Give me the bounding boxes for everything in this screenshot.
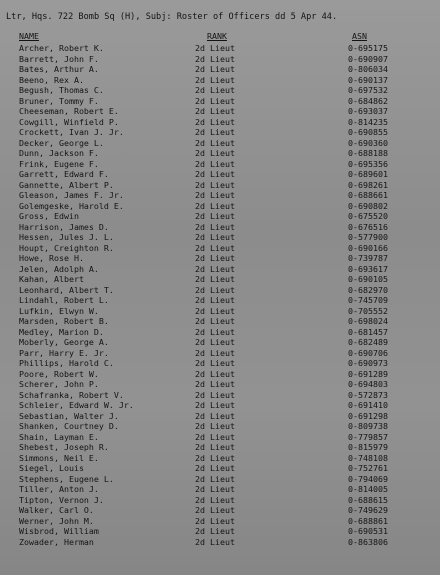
- roster-row: [0, 106, 440, 117]
- officer-asn: 0-693617: [348, 263, 388, 274]
- officer-name: Bruner, Tommy F.: [19, 95, 99, 106]
- officer-rank: 2d Lieut: [195, 127, 235, 137]
- officer-name: Barrett, John F.: [19, 53, 99, 64]
- officer-rank: 2d Lieut: [195, 137, 235, 148]
- roster-row: [0, 138, 440, 149]
- roster-row: [0, 516, 440, 527]
- roster-row: [0, 306, 440, 317]
- officer-rank: 2d Lieut: [195, 505, 235, 515]
- officer-asn: 0-684862: [348, 95, 388, 106]
- officer-asn: 0-690973: [348, 358, 388, 368]
- officer-asn: 0-691289: [348, 368, 388, 379]
- officer-asn: 0-697532: [348, 85, 388, 95]
- column-headers: [0, 31, 440, 43]
- roster-row: [0, 432, 440, 443]
- roster-row: [0, 505, 440, 516]
- officer-asn: 0-695175: [348, 43, 388, 53]
- officer-name: Zowader, Herman: [19, 536, 94, 547]
- roster-row: [0, 537, 440, 548]
- officer-rank: 2d Lieut: [195, 494, 235, 505]
- name-column-header: NAME: [19, 31, 39, 41]
- officer-name: Bates, Arthur A.: [19, 64, 99, 74]
- officer-rank: 2d Lieut: [195, 536, 235, 547]
- officer-rank: 2d Lieut: [195, 169, 235, 179]
- officer-name: Wisbrod, William: [19, 526, 99, 536]
- roster-row: [0, 96, 440, 107]
- officer-name: Siegel, Louis: [19, 463, 84, 473]
- officer-rank: 2d Lieut: [195, 179, 235, 190]
- roster-row: [0, 474, 440, 485]
- officer-name: Phillips, Harold C.: [19, 358, 114, 368]
- officer-name: Shain, Layman E.: [19, 431, 99, 442]
- roster-row: [0, 369, 440, 380]
- officer-rank: 2d Lieut: [195, 190, 235, 200]
- officer-name: Decker, George L.: [19, 137, 104, 148]
- roster-row: [0, 85, 440, 96]
- officer-rank: 2d Lieut: [195, 410, 235, 421]
- officer-rank: 2d Lieut: [195, 358, 235, 368]
- officer-name: Kahan, Albert: [19, 274, 84, 284]
- roster-row: [0, 463, 440, 474]
- officer-rank: 2d Lieut: [195, 337, 235, 347]
- roster-row: [0, 295, 440, 306]
- officer-asn: 0-675520: [348, 211, 388, 221]
- officer-name: Shebest, Joseph R.: [19, 442, 109, 452]
- roster-row: [0, 484, 440, 495]
- officer-asn: 0-572873: [348, 389, 388, 400]
- officer-name: Scherer, John P.: [19, 379, 99, 389]
- officer-asn: 0-806034: [348, 64, 388, 74]
- officer-asn: 0-690855: [348, 127, 388, 137]
- officer-asn: 0-681457: [348, 326, 388, 337]
- officer-name: Schleier, Edward W. Jr.: [19, 400, 134, 410]
- officer-asn: 0-690137: [348, 74, 388, 85]
- officer-rank: 2d Lieut: [195, 95, 235, 106]
- officer-name: Archer, Robert K.: [19, 43, 104, 53]
- officer-rank: 2d Lieut: [195, 421, 235, 431]
- officer-rank: 2d Lieut: [195, 53, 235, 64]
- roster-row: [0, 358, 440, 369]
- roster-row: [0, 327, 440, 338]
- roster-row: [0, 253, 440, 264]
- roster-row: [0, 526, 440, 537]
- officer-name: Harrison, James D.: [19, 221, 109, 232]
- officer-name: Cowgill, Winfield P.: [19, 116, 119, 127]
- officer-asn: 0-690907: [348, 53, 388, 64]
- roster-row: [0, 264, 440, 275]
- asn-column-header: ASN: [352, 31, 367, 41]
- roster-row: [0, 274, 440, 285]
- officer-name: Gross, Edwin: [19, 211, 79, 221]
- officer-name: Shanken, Courtney D.: [19, 421, 119, 431]
- roster-row: [0, 379, 440, 390]
- officer-rank: 2d Lieut: [195, 515, 235, 526]
- officer-asn: 0-676516: [348, 221, 388, 232]
- officer-asn: 0-752761: [348, 463, 388, 473]
- officer-rank: 2d Lieut: [195, 85, 235, 95]
- roster-row: [0, 211, 440, 222]
- officer-name: Cheeseman, Robert E.: [19, 106, 119, 116]
- officer-asn: 0-739787: [348, 253, 388, 263]
- roster-row: [0, 117, 440, 128]
- officer-asn: 0-691410: [348, 400, 388, 410]
- officer-name: Dunn, Jackson F.: [19, 148, 99, 158]
- officer-asn: 0-689601: [348, 169, 388, 179]
- officer-rank: 2d Lieut: [195, 158, 235, 169]
- officer-rank: 2d Lieut: [195, 526, 235, 536]
- officer-asn: 0-690166: [348, 242, 388, 253]
- officer-asn: 0-690706: [348, 347, 388, 358]
- officer-name: Lufkin, Elwyn W.: [19, 305, 99, 316]
- officer-asn: 0-809738: [348, 421, 388, 431]
- officer-asn: 0-682970: [348, 284, 388, 295]
- officer-asn: 0-698024: [348, 316, 388, 326]
- officer-asn: 0-690360: [348, 137, 388, 148]
- officer-name: Werner, John M.: [19, 515, 94, 526]
- officer-rank: 2d Lieut: [195, 274, 235, 284]
- officer-asn: 0-691298: [348, 410, 388, 421]
- roster-row: [0, 390, 440, 401]
- officer-name: Moberly, George A.: [19, 337, 109, 347]
- officer-rank: 2d Lieut: [195, 442, 235, 452]
- officer-name: Marsden, Robert B.: [19, 316, 109, 326]
- officer-name: Simmons, Neil E.: [19, 452, 99, 463]
- roster-row: [0, 159, 440, 170]
- officer-asn: 0-694803: [348, 379, 388, 389]
- roster-row: [0, 316, 440, 327]
- officer-rank: 2d Lieut: [195, 232, 235, 242]
- roster-row: [0, 148, 440, 159]
- officer-asn: 0-690105: [348, 274, 388, 284]
- officer-name: Beeno, Rex A.: [19, 74, 84, 85]
- officer-rank: 2d Lieut: [195, 242, 235, 253]
- roster-row: [0, 180, 440, 191]
- officer-rank: 2d Lieut: [195, 368, 235, 379]
- roster-list: [0, 43, 440, 547]
- officer-asn: 0-698261: [348, 179, 388, 190]
- officer-asn: 0-748108: [348, 452, 388, 463]
- officer-asn: 0-688615: [348, 494, 388, 505]
- officer-asn: 0-688861: [348, 515, 388, 526]
- officer-asn: 0-745709: [348, 295, 388, 305]
- officer-name: Crockett, Ivan J. Jr.: [19, 127, 124, 137]
- letter-header: Ltr, Hqs. 722 Bomb Sq (H), Subj: Roster of Officers dd 5 Apr 44.: [6, 12, 338, 22]
- roster-row: [0, 64, 440, 75]
- officer-asn: 0-577900: [348, 232, 388, 242]
- roster-row: [0, 54, 440, 65]
- officer-rank: 2d Lieut: [195, 211, 235, 221]
- officer-name: Gannette, Albert P.: [19, 179, 114, 190]
- officer-asn: 0-688188: [348, 148, 388, 158]
- roster-row: [0, 201, 440, 212]
- officer-asn: 0-814235: [348, 116, 388, 127]
- officer-rank: 2d Lieut: [195, 347, 235, 358]
- officer-name: Howe, Rose H.: [19, 253, 84, 263]
- roster-row: [0, 190, 440, 201]
- roster-row: [0, 75, 440, 86]
- officer-name: Begush, Thomas C.: [19, 85, 104, 95]
- officer-name: Gleason, James F. Jr.: [19, 190, 124, 200]
- rank-column-header: RANK: [207, 31, 227, 41]
- officer-name: Tipton, Vernon J.: [19, 494, 104, 505]
- officer-rank: 2d Lieut: [195, 305, 235, 316]
- officer-name: Golemgeske, Harold E.: [19, 200, 124, 211]
- officer-name: Jelen, Adolph A.: [19, 263, 99, 274]
- officer-name: Parr, Harry E. Jr.: [19, 347, 109, 358]
- officer-rank: 2d Lieut: [195, 431, 235, 442]
- roster-row: [0, 337, 440, 348]
- roster-row: [0, 442, 440, 453]
- officer-asn: 0-690802: [348, 200, 388, 211]
- roster-row: [0, 453, 440, 464]
- officer-rank: 2d Lieut: [195, 263, 235, 274]
- officer-rank: 2d Lieut: [195, 43, 235, 53]
- roster-row: [0, 127, 440, 138]
- officer-name: Poore, Robert W.: [19, 368, 99, 379]
- officer-rank: 2d Lieut: [195, 284, 235, 295]
- officer-asn: 0-705552: [348, 305, 388, 316]
- officer-asn: 0-682489: [348, 337, 388, 347]
- officer-asn: 0-749629: [348, 505, 388, 515]
- roster-row: [0, 43, 440, 54]
- officer-rank: 2d Lieut: [195, 200, 235, 211]
- officer-asn: 0-814005: [348, 484, 388, 494]
- officer-name: Medley, Marion D.: [19, 326, 104, 337]
- officer-name: Houpt, Creighton R.: [19, 242, 114, 253]
- officer-name: Garrett, Edward F.: [19, 169, 109, 179]
- officer-rank: 2d Lieut: [195, 379, 235, 389]
- roster-row: [0, 222, 440, 233]
- officer-rank: 2d Lieut: [195, 116, 235, 127]
- officer-rank: 2d Lieut: [195, 452, 235, 463]
- officer-asn: 0-688661: [348, 190, 388, 200]
- officer-name: Stephens, Eugene L.: [19, 473, 114, 484]
- officer-rank: 2d Lieut: [195, 389, 235, 400]
- officer-rank: 2d Lieut: [195, 74, 235, 85]
- officer-rank: 2d Lieut: [195, 295, 235, 305]
- officer-asn: 0-863806: [348, 536, 388, 547]
- officer-asn: 0-779857: [348, 431, 388, 442]
- officer-name: Sebastian, Walter J.: [19, 410, 119, 421]
- roster-row: [0, 169, 440, 180]
- officer-asn: 0-815979: [348, 442, 388, 452]
- roster-row: [0, 400, 440, 411]
- officer-rank: 2d Lieut: [195, 221, 235, 232]
- roster-row: [0, 421, 440, 432]
- roster-row: [0, 348, 440, 359]
- officer-rank: 2d Lieut: [195, 473, 235, 484]
- officer-rank: 2d Lieut: [195, 253, 235, 263]
- officer-name: Tiller, Anton J.: [19, 484, 99, 494]
- officer-rank: 2d Lieut: [195, 463, 235, 473]
- officer-rank: 2d Lieut: [195, 148, 235, 158]
- officer-name: Hessen, Jules J. L.: [19, 232, 114, 242]
- officer-asn: 0-693037: [348, 106, 388, 116]
- officer-rank: 2d Lieut: [195, 316, 235, 326]
- officer-rank: 2d Lieut: [195, 400, 235, 410]
- officer-asn: 0-690531: [348, 526, 388, 536]
- roster-row: [0, 495, 440, 506]
- officer-name: Leonhard, Albert T.: [19, 284, 114, 295]
- officer-rank: 2d Lieut: [195, 326, 235, 337]
- officer-asn: 0-794069: [348, 473, 388, 484]
- roster-row: [0, 232, 440, 243]
- officer-rank: 2d Lieut: [195, 106, 235, 116]
- officer-asn: 0-695356: [348, 158, 388, 169]
- roster-row: [0, 285, 440, 296]
- officer-name: Frink, Eugene F.: [19, 158, 99, 169]
- roster-row: [0, 243, 440, 254]
- officer-rank: 2d Lieut: [195, 484, 235, 494]
- officer-name: Walker, Carl O.: [19, 505, 94, 515]
- officer-name: Lindahl, Robert L.: [19, 295, 109, 305]
- roster-row: [0, 411, 440, 422]
- officer-rank: 2d Lieut: [195, 64, 235, 74]
- officer-name: Schafranka, Robert V.: [19, 389, 124, 400]
